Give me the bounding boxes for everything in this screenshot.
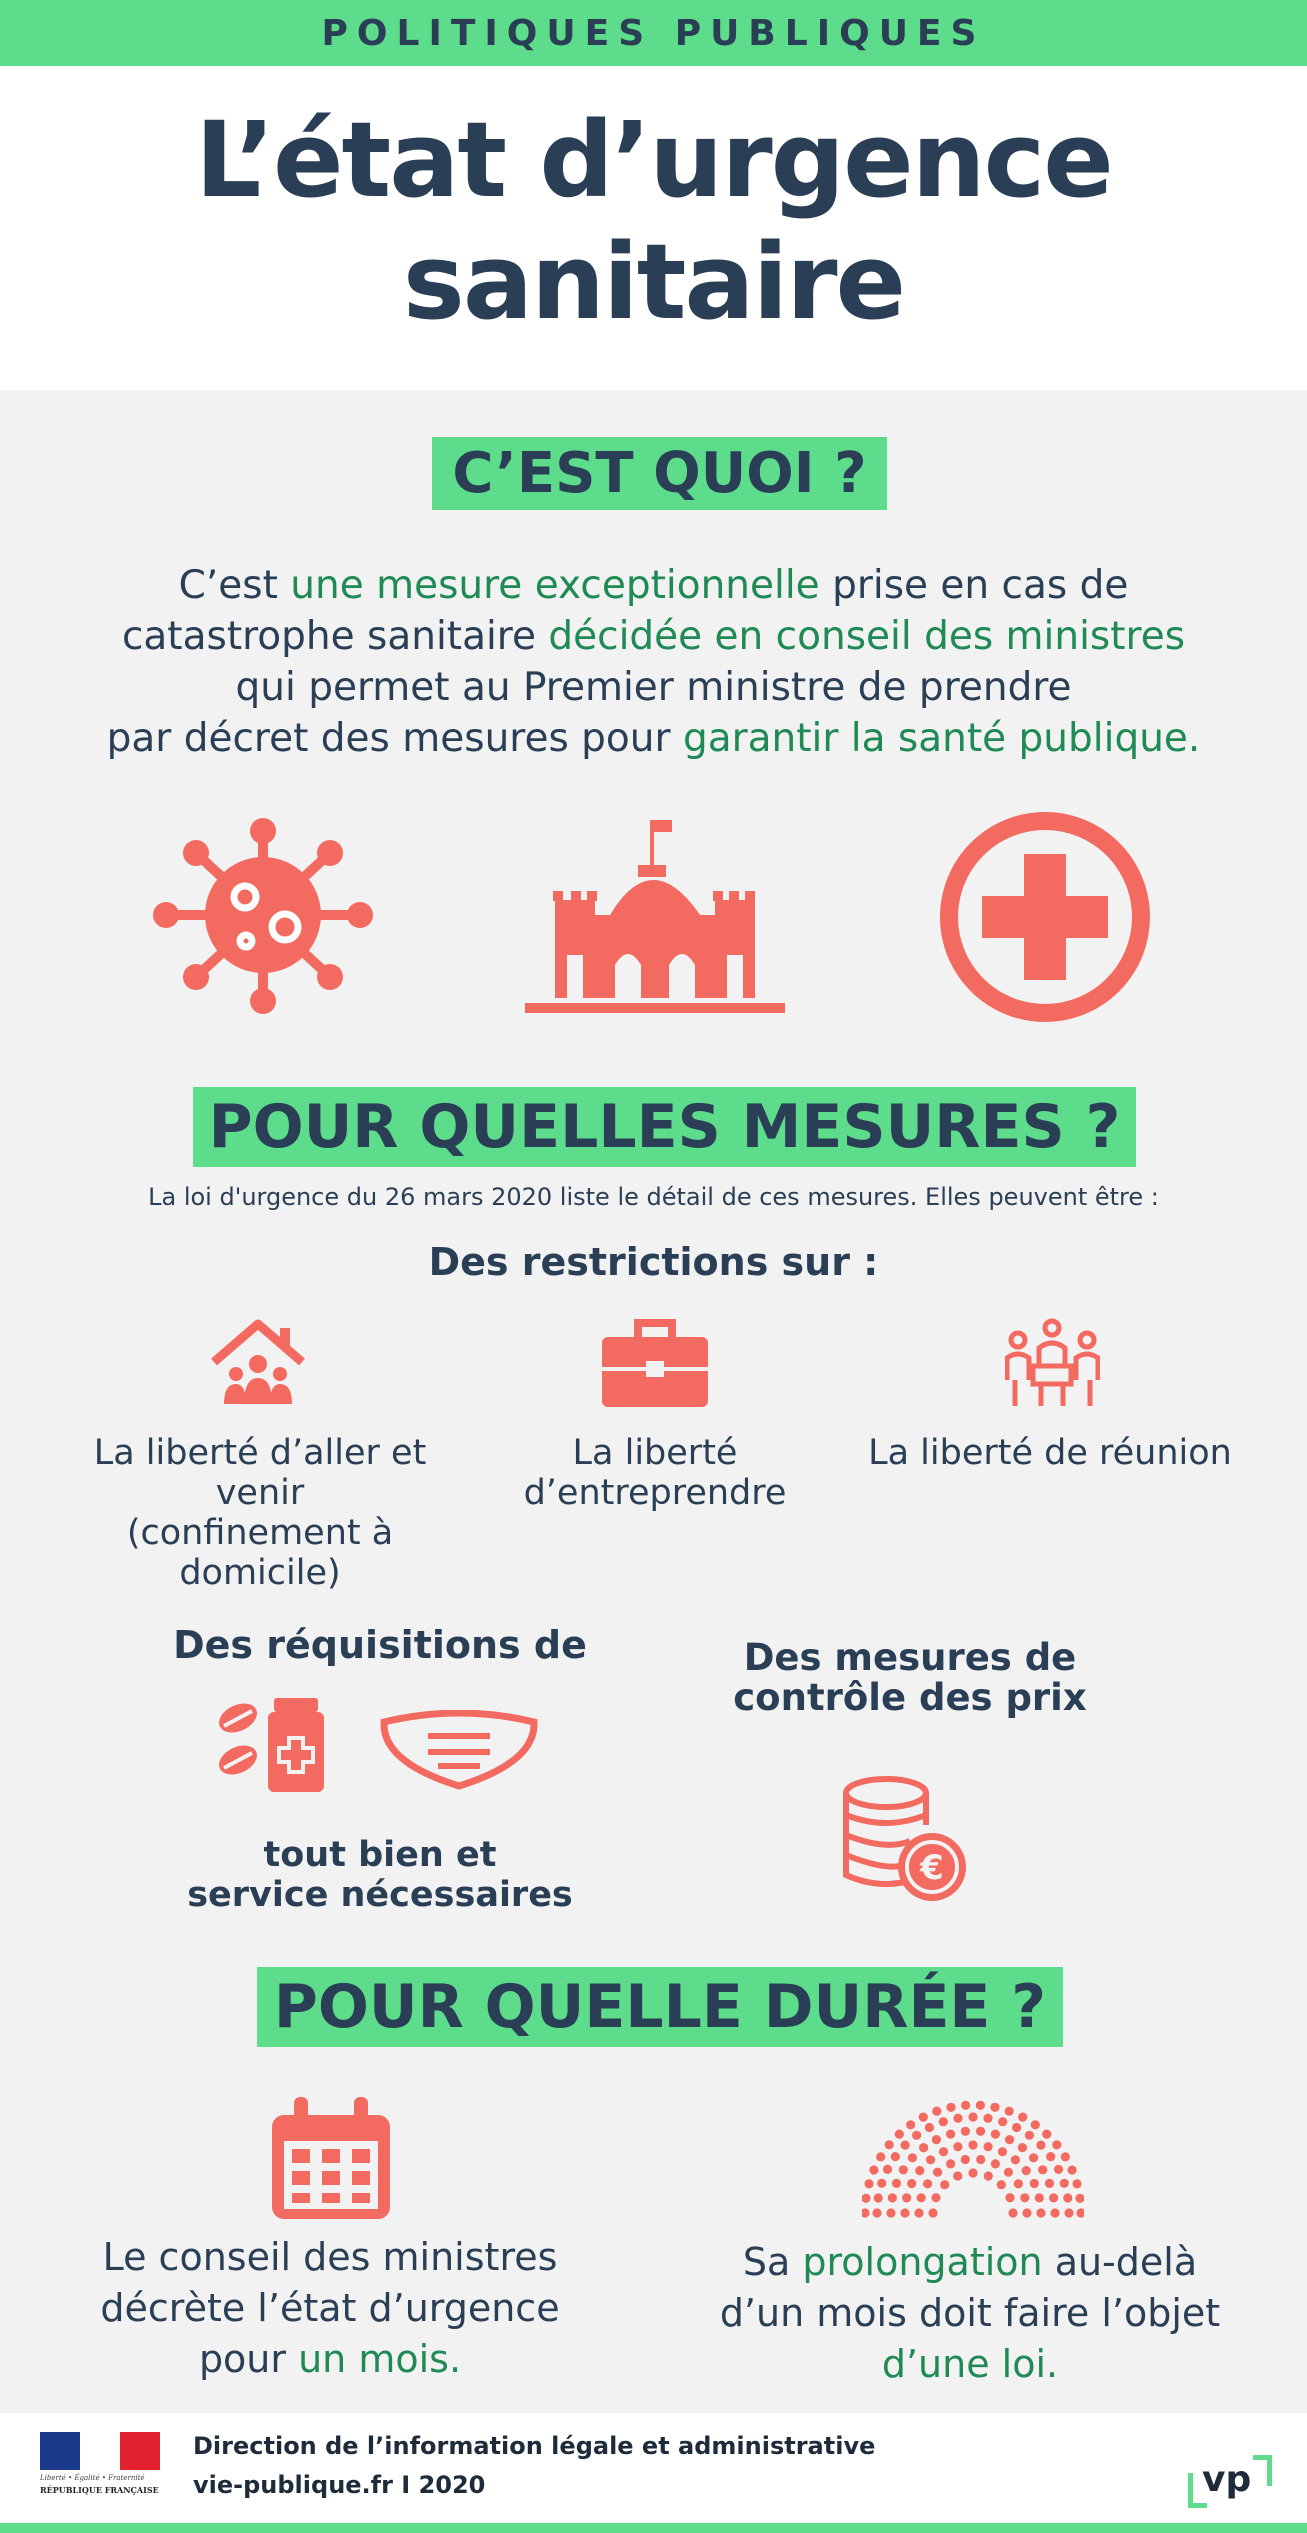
duration-decree [60,2232,600,2385]
parliament-seat [991,2130,1000,2139]
parliament-seat [923,2179,932,2188]
meeting-icon [1005,1318,1100,1410]
footer-accent-line [0,2523,1307,2533]
parliament-seat [1045,2179,1054,2188]
parliament-seat [939,2117,948,2126]
republique-francaise-logo [40,2432,160,2508]
parliament-seat [899,2165,908,2174]
label-line: d’une loi. [881,2342,1059,2386]
price-control-title [700,1638,1120,1718]
vp-logo-text: vp [1202,2459,1252,2500]
parliament-seat [932,2135,941,2144]
restriction-enterprise [485,1433,825,1513]
parliament-seat [1018,2113,1027,2122]
parliament-seat [919,2143,928,2152]
parliament-seat [1031,2120,1040,2129]
parliament-seat [1022,2208,1031,2217]
parliament-seat [1049,2193,1058,2202]
parliament-seat [908,2153,917,2162]
parliament-seat [891,2152,900,2161]
parliament-seat [1061,2152,1070,2161]
restriction-movement [80,1433,440,1593]
footer-org: Direction de l’information légale et administrative [193,2432,876,2460]
briefcase-icon [600,1315,710,1410]
parliament-seat [990,2103,999,2112]
text: Sa [742,2240,803,2284]
parliament-seat [917,2193,926,2202]
parliament-seat [940,2180,949,2189]
restrictions-title: Des restrictions sur : [428,1240,879,1284]
footer-site[interactable]: vie-publique.fr I 2020 [193,2471,486,2499]
definition-line1 [60,560,1247,611]
parliament-seat [892,2179,901,2188]
highlight: un mois. [298,2337,462,2381]
parliament-seat [928,2208,937,2217]
parliament-seat [939,2147,948,2156]
face-mask-icon [376,1710,542,1792]
definition-line2 [60,611,1247,662]
parliament-seat [1060,2179,1069,2188]
parliament-seat [1004,2168,1013,2177]
parliament-seat [946,2130,955,2139]
virus-icon [150,815,376,1015]
section-heading-duration: POUR QUELLE DURÉE ? [257,1967,1063,2047]
parliament-seat [877,2179,886,2188]
medicine-icon [216,1690,336,1795]
parliament-seat [907,2179,916,2188]
parliament-seat [991,2159,1000,2168]
label-line: domicile) [179,1553,341,1593]
duration-extension [700,2237,1240,2390]
parliament-seat [895,2130,904,2139]
label-line: tout bien et [263,1835,497,1875]
parliament-seat [885,2140,894,2149]
svg-text:€: € [920,1848,944,1888]
highlight: décidée en conseil des ministres [548,614,1186,659]
label-line: décrète l’état d’urgence [100,2286,560,2330]
top-banner [0,0,1307,66]
label-line: La liberté d’aller et [93,1433,427,1473]
parliament-seat [1011,2155,1020,2164]
restriction-meeting: La liberté de réunion [868,1433,1232,1473]
parliament-seat [862,2194,871,2203]
parliament-seat [906,2120,915,2129]
parliament-seat [886,2208,895,2217]
parliament-seat [1012,2123,1021,2132]
parliament-seat [1052,2140,1061,2149]
parliament-seat [883,2165,892,2174]
requisitions-title: Des réquisitions de [173,1623,587,1667]
house-family-icon [208,1318,308,1408]
parliament-seat [1005,2107,1014,2116]
parliament-seat [901,2141,910,2150]
parliament-seat [915,2166,924,2175]
label-line: service nécessaires [187,1875,573,1915]
parliament-seat [968,2168,977,2177]
parliament-seat [1020,2193,1029,2202]
parliament-seat [1036,2141,1045,2150]
medical-cross-icon [940,812,1150,1022]
parliament-seat [902,2193,911,2202]
parliament-icon [862,2093,1084,2219]
parliament-seat [1076,2208,1084,2217]
parliament-seat [1005,2135,1014,2144]
highlight: prolongation [802,2240,1043,2284]
parliament-seat [926,2155,935,2164]
parliament-seat [983,2114,992,2123]
label-line: Des mesures de [743,1636,1077,1679]
parliament-seat [888,2193,897,2202]
parliament-seat [864,2179,873,2188]
coins-euro-icon [840,1775,970,1905]
parliament-seat [1025,2131,1034,2140]
banner-label: POLITIQUES PUBLIQUES [321,12,986,54]
text: prise en cas de [819,563,1129,608]
parliament-seat [946,2159,955,2168]
label-line: La liberté [572,1433,738,1473]
definition-line4 [60,713,1247,764]
parliament-seat [984,2171,993,2180]
parliament-seat [1008,2208,1017,2217]
logo-name: RÉPUBLIQUE FRANÇAISE [40,2485,159,2495]
parliament-seat [961,2155,970,2164]
parliament-seat [1054,2165,1063,2174]
highlight: garantir la santé publique. [682,716,1201,761]
text: pour [198,2337,299,2381]
label-line: Le conseil des ministres [102,2235,558,2279]
parliament-seat [1022,2166,1031,2175]
parliament-seat [1014,2179,1023,2188]
parliament-seat [932,2107,941,2116]
definition-line3: qui permet au Premier ministre de prendre [235,665,1072,710]
vp-logo [1188,2455,1272,2505]
parliament-seat [914,2208,923,2217]
parliament-seat [953,2171,962,2180]
parliament-seat [961,2101,970,2110]
parliament-seat [912,2131,921,2140]
parliament-seat [953,2114,962,2123]
parliament-seat [997,2180,1006,2189]
text: par décret des mesures pour [106,716,683,761]
parliament-seat [1050,2208,1059,2217]
text: au-delà [1042,2240,1198,2284]
parliament-seat [869,2165,878,2174]
parliament-seat [1036,2208,1045,2217]
label-line: venir [215,1473,305,1513]
parliament-seat [953,2142,962,2151]
text: C’est [178,563,291,608]
parliament-seat [931,2193,940,2202]
parliament-seat [1042,2130,1051,2139]
government-building-icon [525,815,785,1015]
parliament-seat [1064,2208,1073,2217]
parliament-seat [872,2208,881,2217]
parliament-seat [968,2112,977,2121]
parliament-seat [1035,2193,1044,2202]
parliament-seat [1029,2153,1038,2162]
parliament-seat [900,2208,909,2217]
parliament-seat [998,2117,1007,2126]
parliament-seat [998,2147,1007,2156]
measures-intro: La loi d'urgence du 26 mars 2020 liste le détail de ces mesures. Elles peuvent être : [148,1183,1159,1211]
parliament-seat [1030,2179,1039,2188]
parliament-seat [1063,2193,1072,2202]
parliament-seat [976,2101,985,2110]
label-line: d’un mois doit faire l’objet [719,2291,1221,2335]
label-line: (confinement à [126,1513,394,1553]
parliament-seat [946,2103,955,2112]
parliament-seat [1075,2194,1084,2203]
parliament-seat [1005,2193,1014,2202]
parliament-seat [919,2113,928,2122]
parliament-seat [976,2155,985,2164]
parliament-seat [876,2152,885,2161]
parliament-seat [968,2140,977,2149]
parliament-seat [1018,2143,1027,2152]
page-title-line2: sanitaire [402,221,905,343]
label-line: contrôle des prix [733,1676,1087,1719]
parliament-seat [1038,2165,1047,2174]
parliament-seat [961,2127,970,2136]
label-line [60,2334,600,2385]
parliament-seat [1072,2179,1081,2188]
highlight: une mesure exceptionnelle [290,563,820,608]
label-line: d’entreprendre [523,1473,787,1513]
parliament-seat [862,2208,870,2217]
parliament-seat [925,2123,934,2132]
parliament-seat [984,2142,993,2151]
text: catastrophe sanitaire [121,614,549,659]
label-line [700,2237,1240,2288]
logo-motto: Liberté • Égalité • Fraternité [40,2474,145,2482]
section-heading-measures: POUR QUELLES MESURES ? [193,1087,1136,1167]
parliament-seat [874,2193,883,2202]
requisitions-text [160,1835,600,1915]
page-title-line1: L’état d’urgence [195,99,1112,221]
parliament-seat [1046,2152,1055,2161]
parliament-seat [976,2127,985,2136]
calendar-icon [268,2095,394,2223]
parliament-seat [1068,2165,1077,2174]
parliament-seat [933,2168,942,2177]
section-heading-what: C’EST QUOI ? [432,437,887,510]
